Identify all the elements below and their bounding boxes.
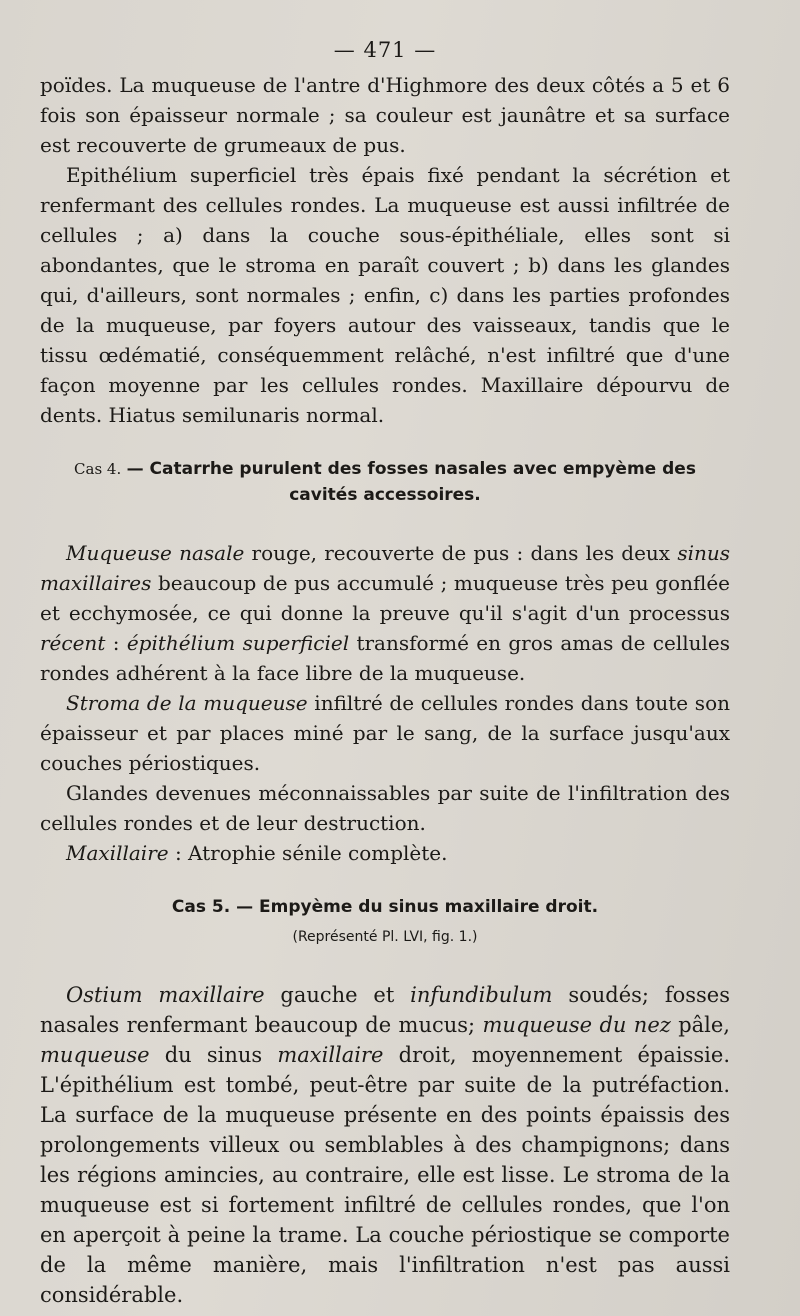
paragraph: Epithélium superficiel très épais fixé pendant la sécrétion et renfermant des cellules rondes. La muqueuse est aussi infiltrée de cellules ; a) dans la couche sous-épithéliale, elles sont si abondantes, que le stroma en paraît couvert ; b) dans les glandes qui, d'ailleurs, sont normales ; enfin, c) dans les parties profondes de la muqueuse, par foyers autour des vaisseaux, tandis que le tissu œdématié, conséquemment relâché, n'est infiltré que d'une façon moyenne par les cellules rondes. Maxillaire dépourvu de dents. Hiatus semilunaris normal.: [40, 163, 730, 427]
italic-term: maxillaire: [277, 1043, 384, 1067]
case4-body: [40, 538, 730, 868]
italic-term: muqueuse du nez: [482, 1013, 671, 1037]
page-number: — 471 —: [333, 38, 437, 62]
italic-term: Muqueuse nasale: [66, 541, 245, 565]
case-title: Cas 5. — Empyème du sinus maxillaire droit.: [171, 897, 599, 917]
paragraph: Maxillaire : Atrophie sénile complète.: [66, 841, 448, 865]
case-title: — Catarrhe purulent des fosses nasales avec empyème des cavités accessoires.: [126, 459, 696, 505]
italic-term: infundibulum: [410, 983, 553, 1007]
italic-term: Stroma de la muqueuse: [66, 691, 308, 715]
case4-heading: [40, 456, 730, 508]
paragraph: Glandes devenues méconnaissables par suite de l'infiltration des cellules rondes et de leur destruction.: [40, 781, 730, 835]
paragraph: Muqueuse nasale rouge, recouverte de pus : dans les deux sinus maxillaires beaucoup de pus accumulé ; muqueuse très peu gonflée et ecchymosée, ce qui donne la preuve qu'il s'agit d'un processus récent : épithélium superficiel transformé en gros amas de cellules rondes adhérent à la face libre de la muqueuse.: [40, 541, 731, 685]
italic-term: récent: [40, 631, 106, 655]
italic-term: muqueuse: [40, 1043, 150, 1067]
case-number: Cas 4.: [74, 460, 122, 478]
italic-term: Maxillaire: [66, 841, 169, 865]
paragraph: Ostium maxillaire gauche et infundibulum soudés; fosses nasales renfermant beaucoup de mucus; muqueuse du nez pâle, muqueuse du sinus maxillaire droit, moyennement épaissie. L'épithélium est tombé, peut-être par suite de la putréfaction. La surface de la muqueuse présente en des points épaissis des prolongements villeux ou semblables à des champignons; dans les régions amincies, au contraire, elle est lisse. Le stroma de la muqueuse est si fortement infiltré de cellules rondes, que l'on en aperçoit à peine la trame. La couche périostique se comporte de la même manière, mais l'infiltration n'est pas aussi considérable.: [40, 983, 730, 1307]
case3-continuation: [40, 70, 730, 430]
italic-term: Ostium maxillaire: [66, 983, 265, 1007]
paragraph: poïdes. La muqueuse de l'antre d'Highmore des deux côtés a 5 et 6 fois son épaisseur normale ; sa couleur est jaunâtre et sa surface est recouverte de grumeaux de pus.: [40, 73, 730, 157]
italic-term: épithélium superficiel: [126, 631, 350, 655]
italic-term: sinus maxillaires: [40, 541, 730, 595]
paragraph: Stroma de la muqueuse infiltré de cellules rondes dans toute son épaisseur et par places miné par le sang, de la surface jusqu'aux couches périostiques.: [40, 691, 730, 775]
case-subtitle: (Représenté Pl. LVI, fig. 1.): [292, 929, 478, 945]
case5-body: [40, 980, 730, 1310]
case5-heading: [40, 894, 730, 950]
